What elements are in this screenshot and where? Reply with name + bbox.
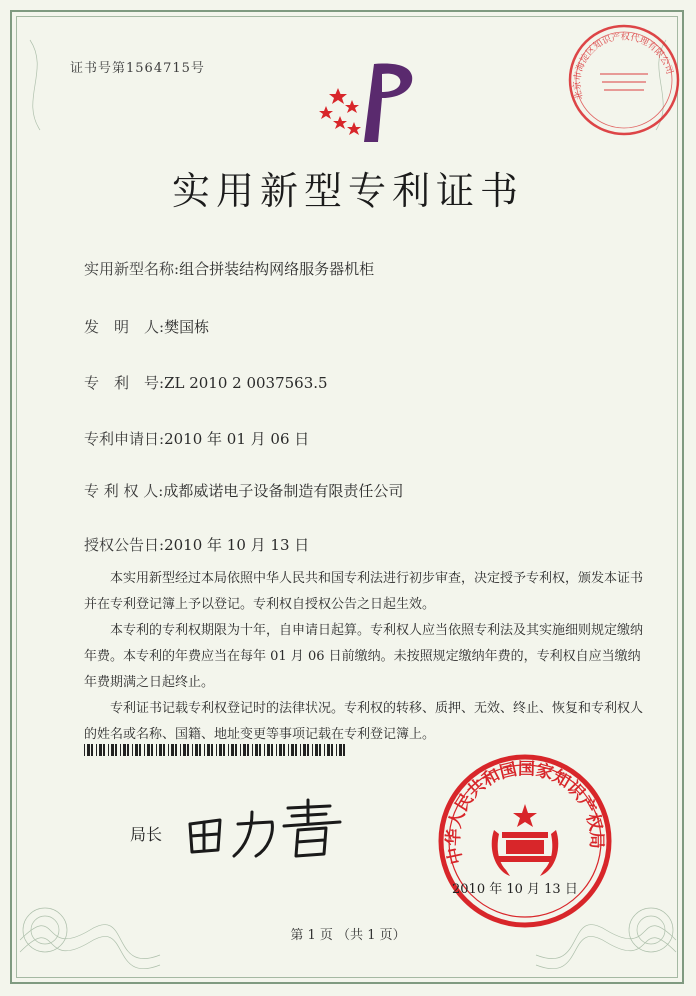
- barcode-bar: [243, 744, 246, 756]
- barcode-bar: [235, 744, 237, 756]
- barcode-bar: [271, 744, 273, 756]
- barcode-bar: [168, 744, 169, 756]
- barcode-bar: [319, 744, 321, 756]
- barcode-bar: [195, 744, 198, 756]
- barcode-bar: [163, 744, 165, 756]
- barcode-bar: [159, 744, 162, 756]
- barcode-bar: [307, 744, 309, 756]
- barcode-bar: [180, 744, 181, 756]
- barcode-bar: [192, 744, 193, 756]
- barcode-bar: [103, 744, 105, 756]
- barcode-bar: [132, 744, 133, 756]
- barcode-bar: [91, 744, 93, 756]
- certificate-number: 证书号第1564715号: [70, 61, 205, 76]
- field-label: 授权公告日:: [84, 536, 165, 554]
- barcode: [84, 744, 350, 756]
- barcode-bar: [264, 744, 265, 756]
- field-application-date: [84, 428, 309, 449]
- field-patent-number: [84, 372, 328, 393]
- barcode-bar: [336, 744, 337, 756]
- field-value: 成都威诺电子设备制造有限责任公司: [163, 482, 404, 500]
- barcode-bar: [207, 744, 210, 756]
- barcode-bar: [283, 744, 285, 756]
- svg-text:中华人民共和国国家知识产权局: 中华人民共和国国家知识产权局: [443, 759, 607, 866]
- barcode-bar: [223, 744, 225, 756]
- barcode-bar: [120, 744, 121, 756]
- barcode-bar: [187, 744, 189, 756]
- barcode-bar: [291, 744, 294, 756]
- field-grant-date: [84, 534, 309, 555]
- field-label: 专 利 号:: [84, 374, 165, 392]
- barcode-bar: [255, 744, 258, 756]
- director-label: 局长: [130, 825, 163, 844]
- barcode-bar: [87, 744, 90, 756]
- certificate-title: 实用新型专利证书: [171, 169, 524, 213]
- field-label: 专利申请日:: [84, 430, 165, 448]
- barcode-bar: [175, 744, 177, 756]
- barcode-bar: [219, 744, 222, 756]
- barcode-bar: [331, 744, 333, 756]
- field-label: 发 明 人:: [84, 318, 165, 336]
- barcode-bar: [259, 744, 261, 756]
- barcode-bar: [276, 744, 277, 756]
- barcode-bar: [156, 744, 157, 756]
- barcode-bar: [231, 744, 234, 756]
- barcode-bar: [144, 744, 145, 756]
- barcode-bar: [247, 744, 249, 756]
- office-seal: [436, 752, 614, 930]
- barcode-bar: [211, 744, 213, 756]
- barcode-bar: [127, 744, 129, 756]
- barcode-bar: [96, 744, 97, 756]
- barcode-bar: [288, 744, 289, 756]
- field-value: 2010 年 01 月 06 日: [164, 430, 310, 448]
- barcode-bar: [199, 744, 201, 756]
- director-signature: [180, 794, 350, 864]
- barcode-bar: [84, 744, 85, 756]
- barcode-bar: [303, 744, 306, 756]
- barcode-bar: [139, 744, 141, 756]
- barcode-bar: [171, 744, 174, 756]
- barcode-bar: [123, 744, 126, 756]
- seal-date: 2010 年 10 月 13 日: [452, 882, 578, 897]
- field-utility-model-name: [84, 258, 374, 279]
- barcode-bar: [135, 744, 138, 756]
- barcode-bar: [315, 744, 318, 756]
- barcode-bar: [279, 744, 282, 756]
- field-value: 2010 年 10 月 13 日: [164, 536, 310, 554]
- barcode-bar: [99, 744, 102, 756]
- barcode-bar: [267, 744, 270, 756]
- page-footer: 第 1 页 （共 1 页）: [290, 928, 406, 943]
- agent-seal: [566, 22, 682, 138]
- barcode-bar: [343, 744, 345, 756]
- barcode-bar: [216, 744, 217, 756]
- barcode-bar: [240, 744, 241, 756]
- barcode-bar: [228, 744, 229, 756]
- field-label: 实用新型名称:: [84, 260, 180, 278]
- certificate-body: [84, 566, 644, 748]
- barcode-bar: [324, 744, 325, 756]
- field-label: 专 利 权 人:: [84, 482, 164, 500]
- body-paragraph-3: 专利证书记载专利权登记时的法律状况。专利权的转移、质押、无效、终止、恢复和专利权人的姓名或名称、国籍、地址变更等事项记载在专利登记簿上。: [84, 701, 644, 742]
- field-inventor: [84, 316, 209, 337]
- barcode-bar: [300, 744, 301, 756]
- field-value: 组合拼装结构网络服务器机柜: [179, 260, 375, 278]
- body-paragraph-1: 本实用新型经过本局依照中华人民共和国专利法进行初步审查，决定授予专利权，颁发本证书并在专利登记簿上予以登记。专利权自授权公告之日起生效。: [84, 571, 644, 612]
- field-value: ZL 2010 2 0037563.5: [164, 374, 328, 392]
- barcode-bar: [295, 744, 297, 756]
- barcode-bar: [151, 744, 153, 756]
- barcode-bar: [327, 744, 330, 756]
- barcode-bar: [339, 744, 342, 756]
- body-paragraph-2: 本专利的专利权期限为十年，自申请日起算。专利权人应当依照专利法及其实施细则规定缴纳年费。本专利的年费应当在每年 01 月 06 日前缴纳。未按照规定缴纳年费的，专利权自应当缴纳年费期满之日起终止。: [84, 623, 644, 690]
- field-value: 樊国栋: [164, 318, 210, 336]
- field-patentee: [84, 480, 403, 501]
- barcode-bar: [204, 744, 205, 756]
- patent-office-logo: [316, 58, 426, 150]
- svg-text:北京市海淀区知识产权代理有限公司: 北京市海淀区知识产权代理有限公司: [572, 32, 674, 101]
- barcode-bar: [111, 744, 114, 756]
- barcode-bar: [115, 744, 117, 756]
- barcode-bar: [312, 744, 313, 756]
- barcode-bar: [252, 744, 253, 756]
- barcode-bar: [108, 744, 109, 756]
- barcode-bar: [147, 744, 150, 756]
- barcode-bar: [183, 744, 186, 756]
